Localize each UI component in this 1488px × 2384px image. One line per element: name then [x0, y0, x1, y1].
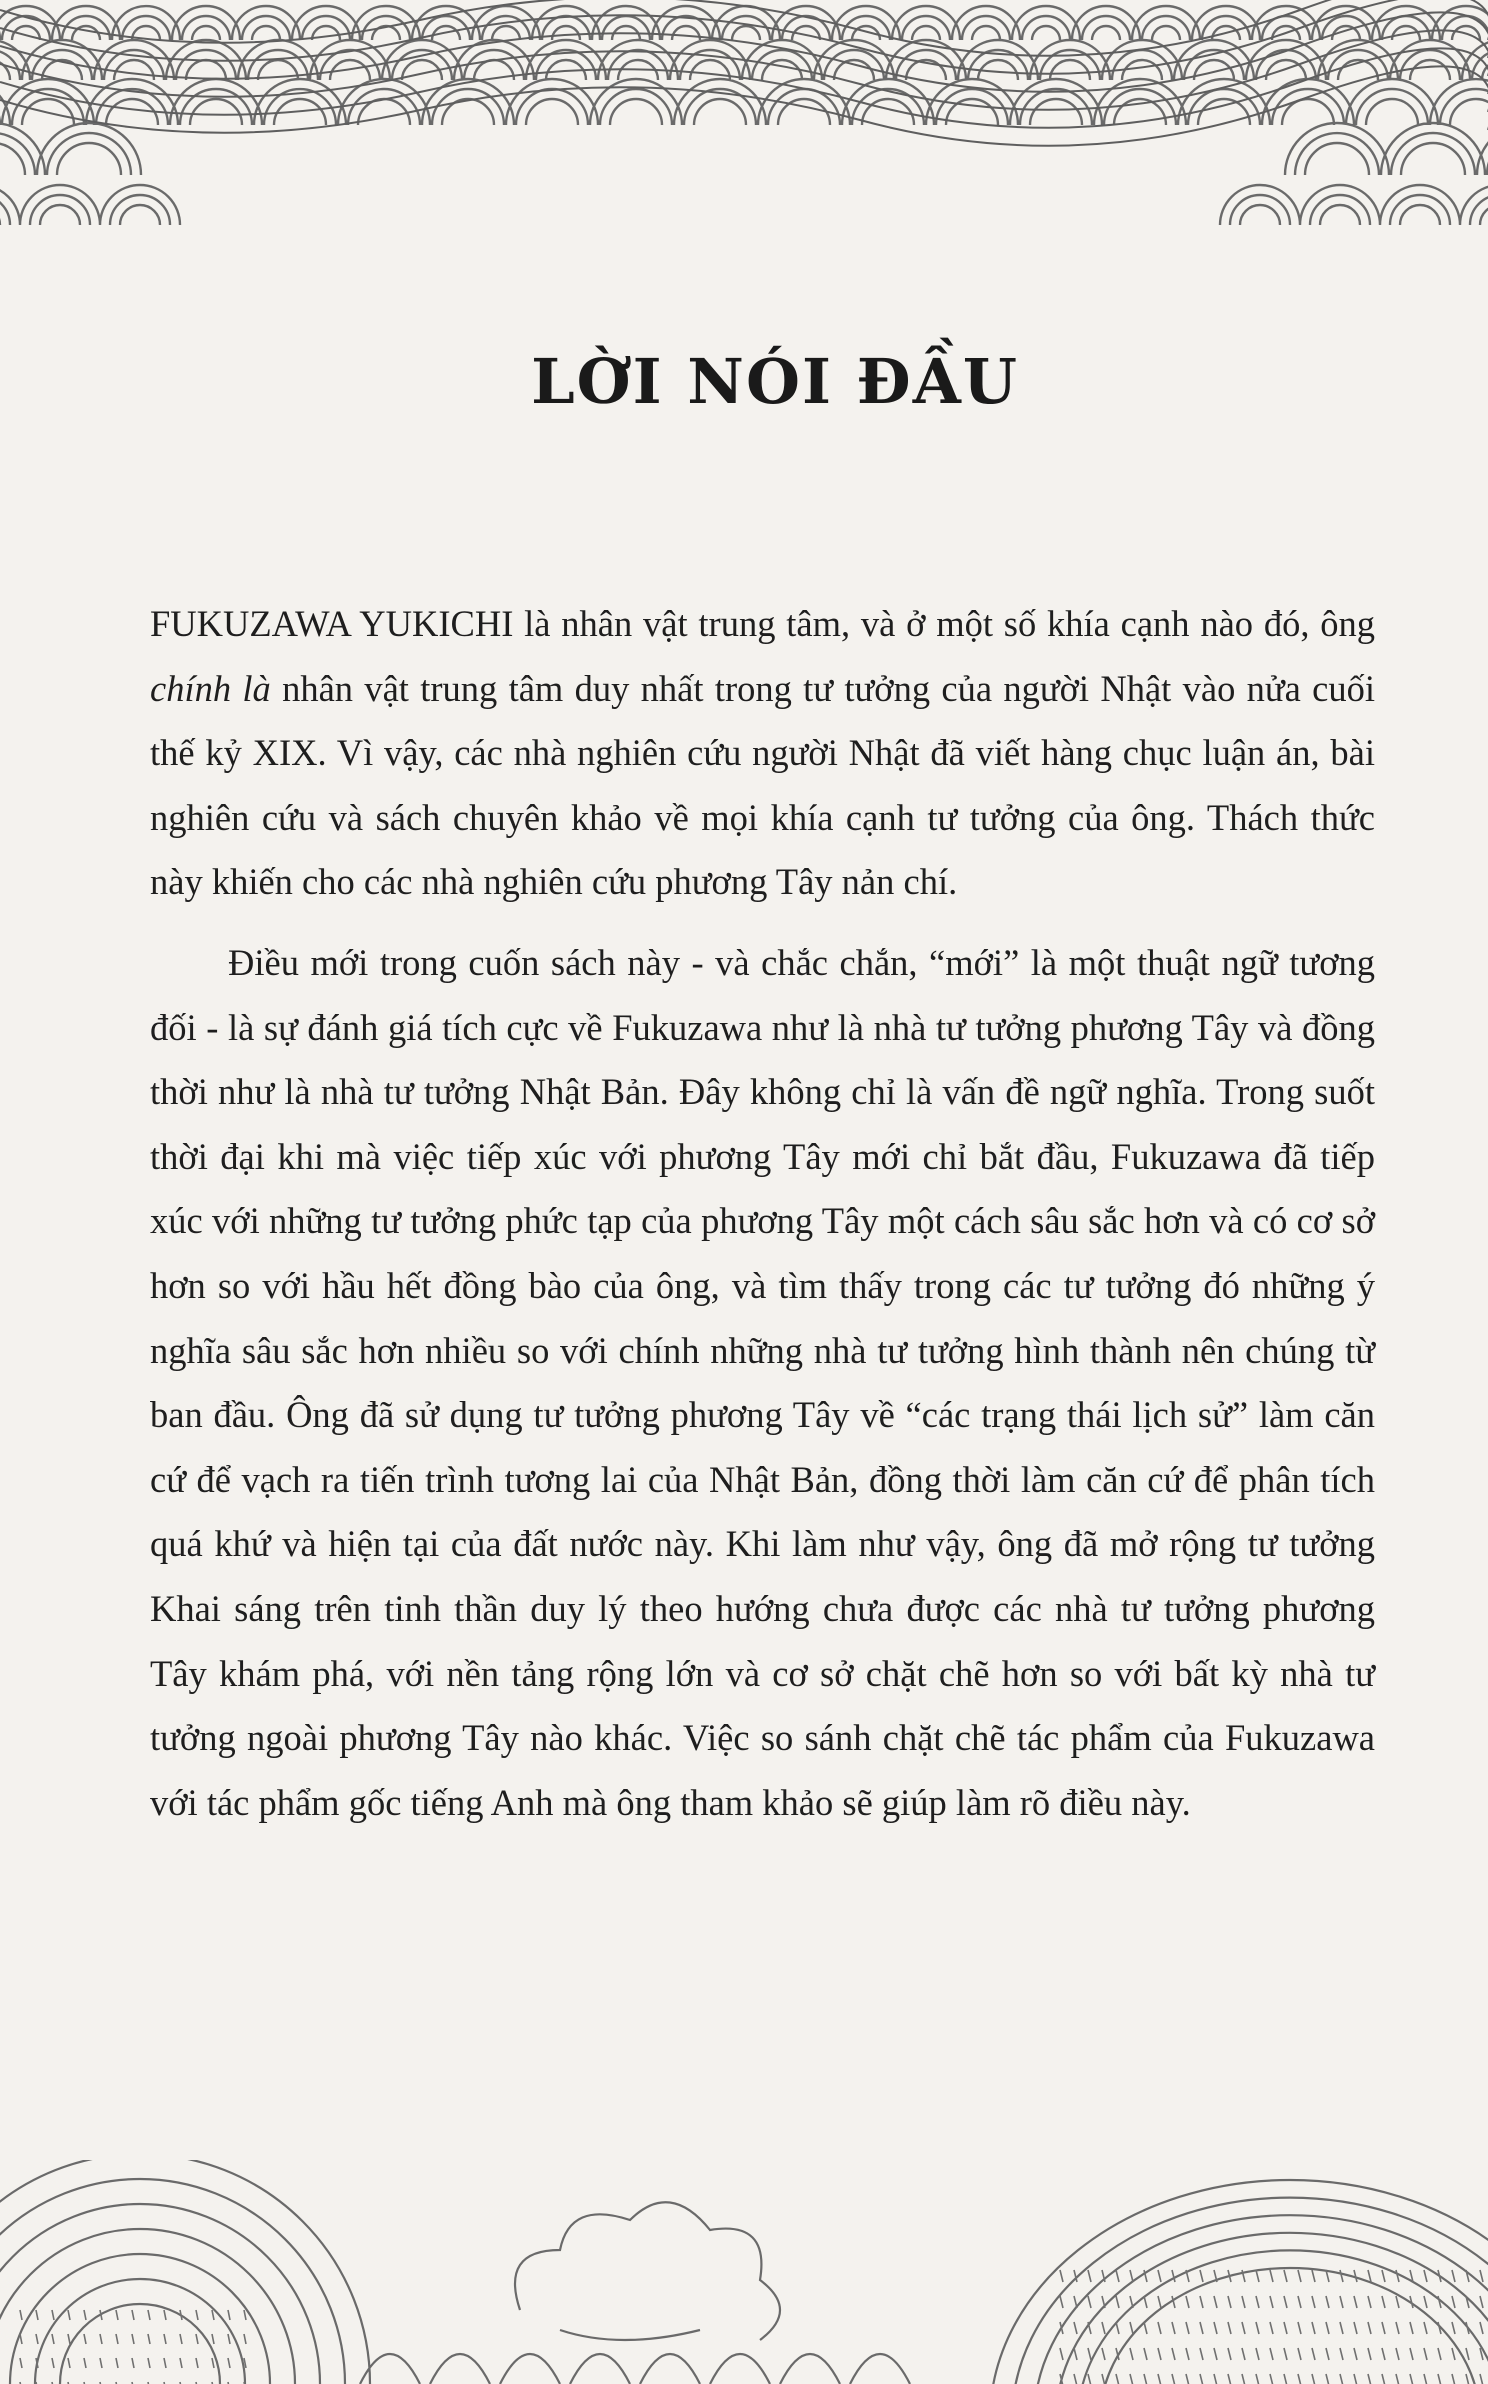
paragraph-1-emphasis: chính là — [150, 667, 271, 709]
bottom-arcs — [0, 2160, 1488, 2384]
page-title: LỜI NÓI ĐẦU — [531, 345, 1019, 418]
preface-body — [150, 592, 1375, 1835]
paragraph-1-start: FUKUZAWA YUKICHI là nhân vật trung tâm, và ở một số khía cạnh nào đó, ông — [150, 603, 1375, 644]
paragraph-1 — [150, 592, 1375, 915]
bottom-hatching — [20, 2270, 1483, 2384]
ornamental-scallop-border-top — [0, 0, 1488, 260]
paragraph-1-end: nhân vật trung tâm duy nhất trong tư tưởng của người Nhật vào nửa cuối thế kỷ XIX. Vì vậy, các nhà nghiên cứu người Nhật đã viết hàng chục luận án, bài nghiên cứu và sách chuyên khảo về mọi khía cạnh tư tưởng của ông. Thách thức này khiến cho các nhà nghiên cứu phương Tây nản chí. — [150, 667, 1376, 903]
ornamental-doodle-border-bottom — [0, 2160, 1488, 2384]
paragraph-2: Điều mới trong cuốn sách này - và chắc chắn, “mới” là một thuật ngữ tương đối - là sự đánh giá tích cực về Fukuzawa như là nhà tư tưởng phương Tây và đồng thời như là nhà tư tưởng Nhật Bản. Đây không chỉ là vấn đề ngữ nghĩa. Trong suốt thời đại khi mà việc tiếp xúc với phương Tây mới chỉ bắt đầu, Fukuzawa đã tiếp xúc với những tư tưởng phức tạp của phương Tây một cách sâu sắc hơn và có cơ sở hơn so với hầu hết đồng bào của ông, và tìm thấy trong các tư tưởng đó những ý nghĩa sâu sắc hơn nhiều so với chính những nhà tư tưởng hình thành nên chúng từ ban đầu. Ông đã sử dụng tư tưởng phương Tây về “các trạng thái lịch sử” làm căn cứ để vạch ra tiến trình tương lai của Nhật Bản, đồng thời làm căn cứ để phân tích quá khứ và hiện tại của đất nước này. Khi làm như vậy, ông đã mở rộng tư tưởng Khai sáng trên tinh thần duy lý theo hướng chưa được các nhà tư tưởng phương Tây khám phá, với nền tảng rộng lớn và cơ sở chặt chẽ hơn so với bất kỳ nhà tư tưởng ngoài phương Tây nào khác. Việc so sánh chặt chẽ tác phẩm của Fukuzawa với tác phẩm gốc tiếng Anh mà ông tham khảo sẽ giúp làm rõ điều này. — [150, 941, 1375, 1823]
